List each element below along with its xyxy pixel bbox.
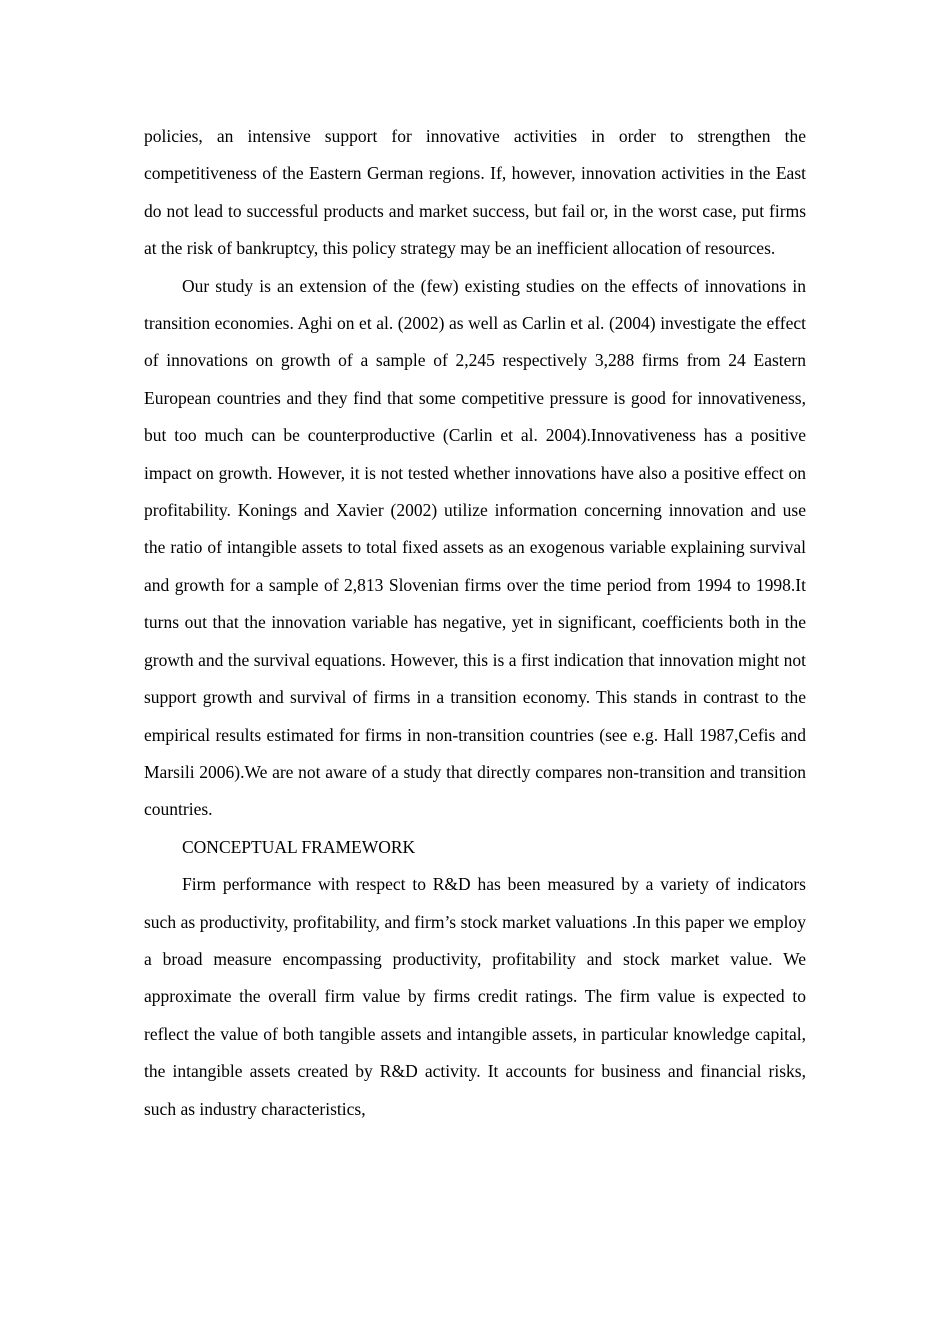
document-page bbox=[144, 118, 806, 1128]
paragraph-policies: policies, an intensive support for innovative activities in order to strengthen the competitiveness of the Eastern German regions. If, however, innovation activities in the East do not lead to successful products and market success, but fail or, in the worst case, put firms at the risk of bankruptcy, this policy strategy may be an inefficient allocation of resources. bbox=[144, 126, 806, 259]
paragraph-our-study: Our study is an extension of the (few) existing studies on the effects of innovations in transition economies. Aghi on et al. (2002) as well as Carlin et al. (2004) investigate the effect of innovations on growth of a sample of 2,245 respectively 3,288 firms from 24 Eastern European countries and they find that some competitive pressure is good for innovativeness, but too much can be counterproductive (Carlin et al. 2004).Innovativeness has a positive impact on growth. However, it is not tested whether innovations have also a positive effect on profitability. Konings and Xavier (2002) utilize information concerning innovation and use the ratio of intangible assets to total fixed assets as an exogenous variable explaining survival and growth for a sample of 2,813 Slovenian firms over the time period from 1994 to 1998.It turns out that the innovation variable has negative, yet in significant, coefficients both in the growth and the survival equations. However, this is a first indication that innovation might not support growth and survival of firms in a transition economy. This stands in contrast to the empirical results estimated for firms in non-transition countries (see e.g. Hall 1987,Cefis and Marsili 2006).We are not aware of a study that directly compares non-transition and transition countries. bbox=[144, 275, 806, 820]
paragraph-firm-performance: Firm performance with respect to R&D has been measured by a variety of indicators such as productivity, profitability, and firm’s stock market valuations .In this paper we employ a broad measure encompassing productivity, profitability and stock market value. We approximate the overall firm value by firms credit ratings. The firm value is expected to reflect the value of both tangible assets and intangible assets, in particular knowledge capital, the intangible assets created by R&D activity. It accounts for business and financial risks, such as industry characteristics, bbox=[144, 874, 806, 1119]
section-heading: CONCEPTUAL FRAMEWORK bbox=[182, 836, 416, 857]
